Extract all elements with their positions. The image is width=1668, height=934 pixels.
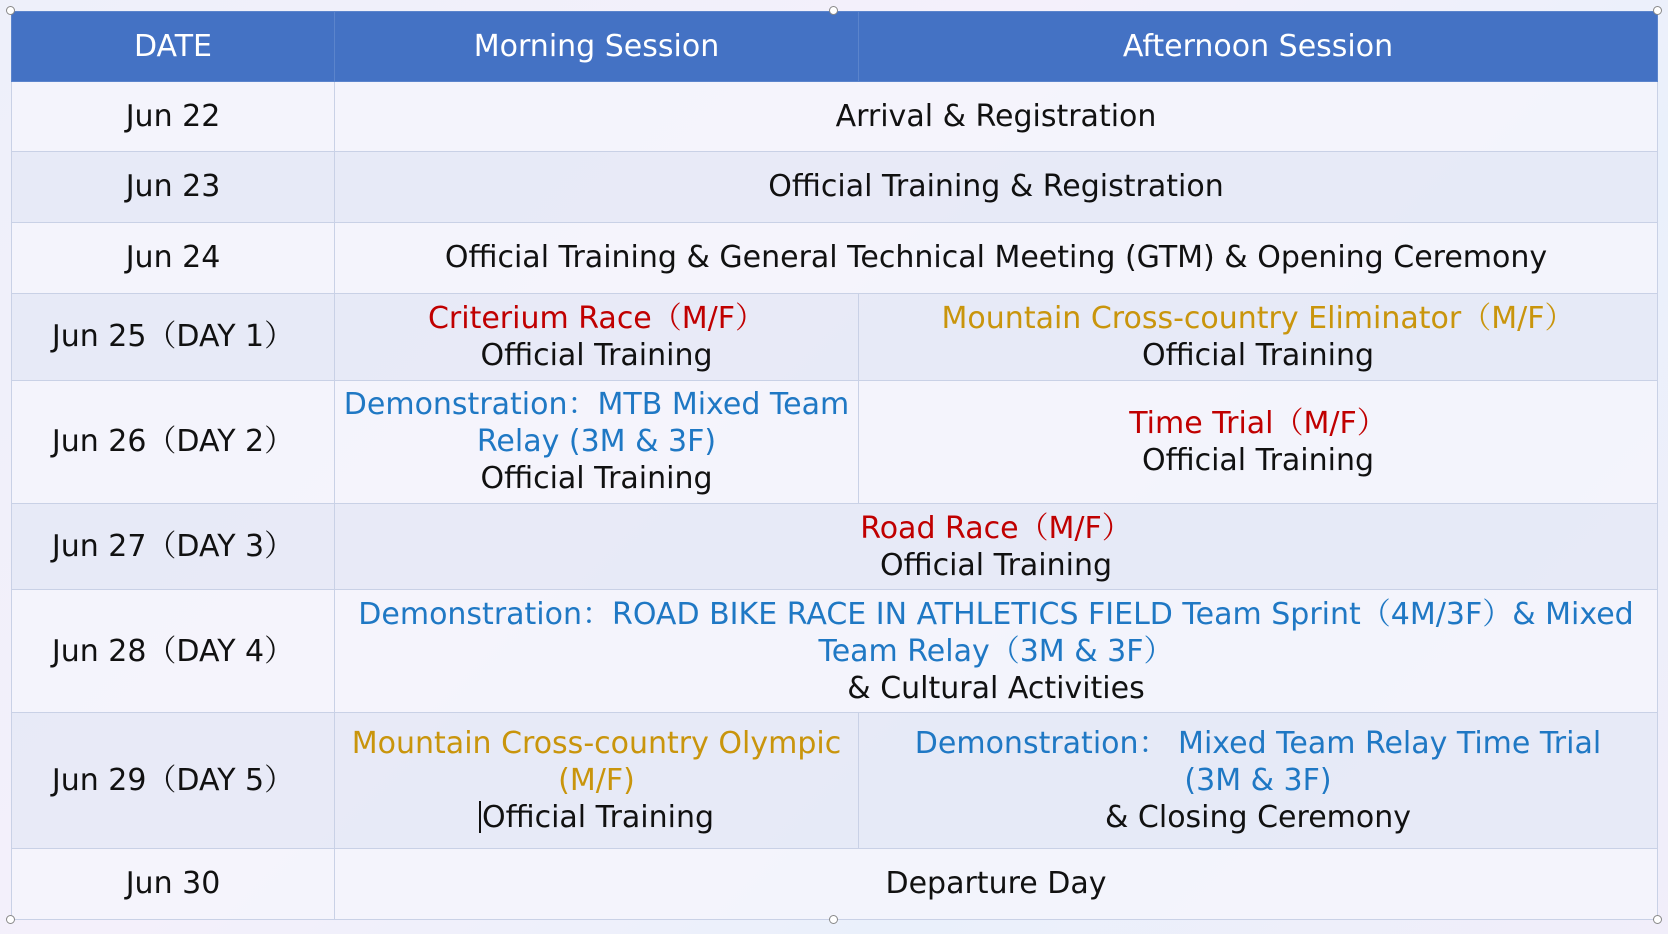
session-text: Official Training & Registration	[768, 169, 1224, 205]
afternoon-cell	[859, 380, 1658, 503]
morning-cell	[335, 713, 859, 849]
session-text: Official Training	[879, 547, 1113, 583]
morning-cell	[335, 293, 859, 380]
table-row	[12, 222, 1658, 293]
event-title: Mountain Cross-country Eliminator（M/F）	[941, 300, 1575, 336]
afternoon-cell	[859, 293, 1658, 380]
resize-handle-bottom-center[interactable]	[829, 915, 838, 924]
full-day-cell	[335, 82, 1658, 152]
table-row	[12, 848, 1658, 919]
full-day-cell	[335, 590, 1658, 713]
full-day-cell	[335, 848, 1658, 919]
event-title: (3M & 3F)	[1184, 763, 1332, 799]
event-title: Time Trial（M/F）	[1129, 405, 1387, 441]
date-cell: Jun 28（DAY 4）	[12, 590, 335, 713]
event-title: Road Race（M/F）	[860, 510, 1132, 546]
table-row	[12, 590, 1658, 713]
session-text-value: Official Training	[481, 800, 715, 836]
date-cell: Jun 30	[12, 848, 335, 919]
event-title: Criterium Race（M/F）	[427, 300, 766, 336]
date-cell: Jun 22	[12, 82, 335, 152]
session-text: Arrival & Registration	[835, 98, 1157, 134]
date-cell: Jun 24	[12, 222, 335, 293]
session-text[interactable]	[343, 799, 850, 836]
date-cell: Jun 27（DAY 3）	[12, 503, 335, 590]
full-day-cell	[335, 151, 1658, 222]
date-cell: Jun 29（DAY 5）	[12, 713, 335, 849]
table-row	[12, 713, 1658, 849]
header-afternoon: Afternoon Session	[859, 12, 1658, 82]
resize-handle-top-right[interactable]	[1653, 6, 1662, 15]
session-text: Official Training	[480, 461, 713, 497]
afternoon-cell	[859, 713, 1658, 849]
resize-handle-top-left[interactable]	[6, 6, 15, 15]
session-text: Official Training	[480, 337, 713, 373]
date-cell: Jun 23	[12, 151, 335, 222]
event-title: (M/F)	[558, 763, 635, 799]
schedule-table-container[interactable]	[11, 11, 1657, 920]
resize-handle-bottom-right[interactable]	[1653, 915, 1662, 924]
session-text: & Closing Ceremony	[1104, 800, 1411, 836]
table-row	[12, 293, 1658, 380]
table-row	[12, 151, 1658, 222]
session-text: Official Training & General Technical Meeting (GTM) & Opening Ceremony	[444, 240, 1548, 276]
schedule-table	[11, 11, 1658, 920]
full-day-cell	[335, 222, 1658, 293]
date-cell: Jun 26（DAY 2）	[12, 380, 335, 503]
event-title: Demonstration： Mixed Team Relay Time Trial	[914, 726, 1602, 762]
header-date: DATE	[12, 12, 335, 82]
session-text: Official Training	[1141, 337, 1375, 373]
table-row	[12, 380, 1658, 503]
event-title: Relay (3M & 3F)	[476, 424, 717, 460]
resize-handle-top-center[interactable]	[829, 6, 838, 15]
full-day-cell	[335, 503, 1658, 590]
table-row	[12, 82, 1658, 152]
session-text: & Cultural Activities	[847, 670, 1145, 706]
header-morning: Morning Session	[335, 12, 859, 82]
date-cell: Jun 25（DAY 1）	[12, 293, 335, 380]
event-title: Mountain Cross-country Olympic	[351, 726, 842, 762]
session-text: Official Training	[1141, 442, 1375, 478]
header-row	[12, 12, 1658, 82]
event-title: Team Relay（3M & 3F）	[818, 633, 1174, 669]
session-text: Departure Day	[885, 866, 1107, 902]
morning-cell	[335, 380, 859, 503]
table-row	[12, 503, 1658, 590]
text-cursor	[479, 801, 481, 833]
event-title: Demonstration：ROAD BIKE RACE IN ATHLETICS FIELD Team Sprint（4M/3F）& Mixed	[358, 596, 1634, 632]
resize-handle-bottom-left[interactable]	[6, 915, 15, 924]
event-title: Demonstration：MTB Mixed Team	[343, 387, 850, 423]
